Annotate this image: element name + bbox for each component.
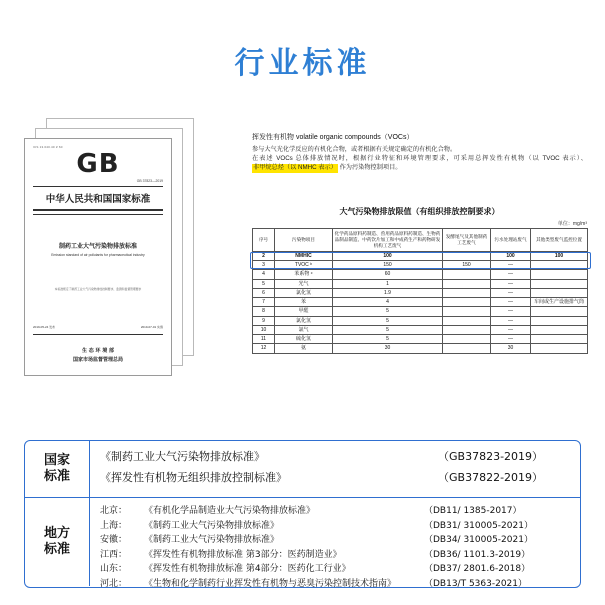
row-pollutant: 氨 xyxy=(275,344,333,353)
row-no: 11 xyxy=(253,335,275,344)
local-standard-code: （DB34/ 310005-2021） xyxy=(424,535,533,546)
local-standard-name: 《制药工业大气污染物排放标准》 xyxy=(144,535,280,546)
voc-definition-paragraph-2 xyxy=(252,155,587,173)
voc-definition-paragraph-2-text: 在表述 VOCs 总体排放情况时，根据行业特征和环境管理要求，可采用总挥发性有机物（以 TVOC 表示）、 xyxy=(252,154,587,162)
row-pollutant: TVOC ᵇ xyxy=(275,261,333,270)
row-no: 6 xyxy=(253,288,275,297)
row-value-fermentation xyxy=(443,316,491,325)
gb-logo: GB xyxy=(76,149,120,179)
page-title: 行业标准 xyxy=(234,46,371,81)
row-value-api: 60 xyxy=(333,270,443,279)
row-pollutant: 氯化氢 xyxy=(275,288,333,297)
local-standard-item xyxy=(100,548,570,563)
table-row xyxy=(253,344,588,353)
table-header-pollutant: 污染物项目 xyxy=(275,229,333,252)
row-value-fermentation xyxy=(443,298,491,307)
row-no: 8 xyxy=(253,307,275,316)
emission-table-body xyxy=(253,251,588,353)
local-standard-item xyxy=(100,577,570,592)
row-value-api: 150 xyxy=(333,261,443,270)
table-row xyxy=(253,270,588,279)
table-row xyxy=(253,335,588,344)
table-row xyxy=(253,288,588,297)
national-standards-label xyxy=(25,441,90,497)
row-value-api: 30 xyxy=(333,344,443,353)
emission-table-title: 大气污染物排放限值（有组织排放控制要求） xyxy=(339,207,500,216)
national-standards-list xyxy=(90,441,580,497)
table-header-row xyxy=(253,229,588,252)
table-header-wastewater: 污水处理站废气 xyxy=(491,229,531,252)
row-no: 5 xyxy=(253,279,275,288)
row-pollutant: NMHIC xyxy=(275,251,333,260)
national-standard-code: （GB37823-2019） xyxy=(438,450,544,463)
local-standard-code: （DB36/ 1101.3-2019） xyxy=(424,549,531,560)
row-pollutant: 氯气 xyxy=(275,325,333,334)
local-standard-name: 《有机化学品制造业大气污染物排放标准》 xyxy=(144,506,316,516)
row-no: 3 xyxy=(253,261,275,270)
local-standard-name: 《挥发性有机物排放标准 第4部分：医药化工行业》 xyxy=(144,564,351,575)
row-value-wastewater: — xyxy=(491,335,531,344)
row-no: 7 xyxy=(253,298,275,307)
row-value-other xyxy=(531,261,588,270)
local-standard-city: 北京： xyxy=(100,506,128,516)
document-issuer xyxy=(25,347,171,365)
voc-definition-block xyxy=(252,132,587,173)
document-subject-title-en: Emission standard of air pollutants for pharmaceutical industry xyxy=(51,253,145,257)
row-value-fermentation xyxy=(443,307,491,316)
table-row xyxy=(253,279,588,288)
row-value-other xyxy=(531,316,588,325)
local-standard-name: 《制药工业大气污染物排放标准》 xyxy=(144,520,280,531)
emission-limits-table xyxy=(252,228,588,354)
row-value-api: 1.9 xyxy=(333,288,443,297)
document-dates xyxy=(33,325,163,329)
row-value-wastewater: — xyxy=(491,325,531,334)
local-label-line-1: 地方 xyxy=(43,525,70,541)
emission-table-unit: 单位：mg/m³ xyxy=(557,221,587,227)
document-issuer-line-1: 生 态 环 境 部 xyxy=(82,348,114,354)
local-standard-name: 《生物和化学制药行业挥发性有机物与恶臭污染控制技术指南》 xyxy=(144,578,397,589)
row-value-wastewater: — xyxy=(491,288,531,297)
local-standard-code: （DB31/ 310005-2021） xyxy=(424,520,533,531)
row-value-fermentation xyxy=(443,335,491,344)
row-value-other: 100 xyxy=(531,251,588,260)
table-header-fermentation: 发酵尾气及其他制药工艺废气 xyxy=(443,229,491,252)
national-standard-name: 《制药工业大气污染物排放标准》 xyxy=(100,450,265,463)
table-header-no: 序号 xyxy=(253,229,275,252)
standards-summary-box xyxy=(24,440,581,588)
national-label-line-2: 标准 xyxy=(43,469,70,484)
local-standard-city: 江西： xyxy=(100,549,128,560)
document-divider-1 xyxy=(33,186,163,187)
row-value-api: 4 xyxy=(333,298,443,307)
row-value-wastewater: 100 xyxy=(491,251,531,260)
row-value-fermentation xyxy=(443,270,491,279)
table-row xyxy=(253,251,588,260)
row-no: 12 xyxy=(253,344,275,353)
row-value-other xyxy=(531,307,588,316)
row-pollutant: 苯系物 ᶜ xyxy=(275,270,333,279)
row-value-api: 5 xyxy=(333,325,443,334)
table-row xyxy=(253,325,588,334)
row-value-other xyxy=(531,270,588,279)
national-label-line-1: 国家 xyxy=(43,452,70,468)
local-label-line-2: 标准 xyxy=(43,542,70,557)
national-standards-row xyxy=(25,441,580,498)
local-standards-label xyxy=(25,498,90,586)
document-issuer-line-2: 国家市场监督管理总局 xyxy=(72,357,123,363)
voc-definition-heading: 挥发性有机物 volatile organic compounds（VOCs） xyxy=(252,134,414,141)
local-standard-code: （DB11/ 1385-2017） xyxy=(424,506,522,516)
local-standard-code: （DB37/ 2801.6-2018） xyxy=(424,564,531,575)
row-pollutant: 光气 xyxy=(275,279,333,288)
row-value-wastewater: — xyxy=(491,307,531,316)
row-value-fermentation xyxy=(443,251,491,260)
local-standard-city: 安徽： xyxy=(100,535,128,546)
row-value-api: 100 xyxy=(333,251,443,260)
national-standard-code: （GB37822-2019） xyxy=(438,470,544,484)
row-value-other: 车间或生产设施排气筒 xyxy=(531,298,588,307)
local-standards-row xyxy=(25,498,580,597)
row-value-api: 5 xyxy=(333,335,443,344)
row-value-other xyxy=(531,279,588,288)
row-value-wastewater: — xyxy=(491,316,531,325)
local-standard-city: 山东： xyxy=(100,564,128,575)
row-pollutant: 苯 xyxy=(275,298,333,307)
row-value-wastewater: 30 xyxy=(491,344,531,353)
table-header-api: 化学药品原料药制造、兽用药品原料药制造、生物药品制品制造、中药饮片加工和中成药生产和药物研发机构工艺废气 xyxy=(333,229,443,252)
row-no: 4 xyxy=(253,270,275,279)
row-value-other xyxy=(531,344,588,353)
row-value-fermentation xyxy=(443,344,491,353)
row-value-other xyxy=(531,325,588,334)
table-row xyxy=(253,316,588,325)
row-value-wastewater: — xyxy=(491,279,531,288)
local-standard-item xyxy=(100,504,570,519)
table-row xyxy=(253,261,588,270)
document-subject-title: 制药工业大气污染物排放标准 xyxy=(58,243,137,250)
row-pollutant: 氯化氢 xyxy=(275,316,333,325)
row-value-api: 1 xyxy=(333,279,443,288)
row-value-api: 5 xyxy=(333,316,443,325)
row-value-other xyxy=(531,288,588,297)
local-standard-city: 河北： xyxy=(100,578,128,589)
row-value-wastewater: — xyxy=(491,270,531,279)
voc-definition-paragraph-1: 参与大气光化学反应的有机化合物，或者根据有关规定确定的有机化合物。 xyxy=(252,146,457,153)
document-divider-4 xyxy=(33,334,163,335)
local-standard-item xyxy=(100,562,570,577)
table-header-other: 其他类型废气监控位置 xyxy=(531,229,588,252)
national-standard-item xyxy=(100,447,570,468)
document-effective-date: 2019-07-01 实施 xyxy=(140,325,163,329)
voc-definition-paragraph-3-text: 作为污染物控制项目。 xyxy=(339,163,402,171)
row-no: 9 xyxy=(253,316,275,325)
row-value-fermentation xyxy=(443,279,491,288)
row-value-fermentation xyxy=(443,288,491,297)
row-value-other xyxy=(531,335,588,344)
document-sheet-front xyxy=(24,138,172,376)
document-standard-code: GB 37823—2019 xyxy=(136,179,163,183)
standard-document-stack xyxy=(24,118,224,388)
row-value-api: 5 xyxy=(333,307,443,316)
national-standard-item xyxy=(100,468,570,489)
row-value-wastewater: — xyxy=(491,261,531,270)
row-value-fermentation: 150 xyxy=(443,261,491,270)
row-no: 10 xyxy=(253,325,275,334)
row-pollutant: 甲醛 xyxy=(275,307,333,316)
document-national-title: 中华人民共和国国家标准 xyxy=(45,194,151,205)
document-note: 本标准规定了制药工业大气污染物排放控制要求、监测和监督管理要求 xyxy=(54,287,142,291)
local-standard-item xyxy=(100,519,570,534)
local-standard-name: 《挥发性有机物排放标准 第3部分：医药制造业》 xyxy=(144,549,342,560)
row-value-fermentation xyxy=(443,325,491,334)
local-standards-list xyxy=(90,498,580,597)
document-divider-3 xyxy=(33,214,163,215)
row-no: 2 xyxy=(253,251,275,260)
document-issue-date: 2019-05-24 发布 xyxy=(33,325,56,329)
local-standard-code: （DB13/T 5363-2021） xyxy=(424,578,528,589)
local-standard-city: 上海： xyxy=(100,520,128,531)
nmhc-highlight: 非甲烷总烃（以 NMHC 表示） xyxy=(253,163,337,171)
table-row xyxy=(253,298,588,307)
emission-limits-section xyxy=(252,206,587,354)
row-pollutant: 硫化氢 xyxy=(275,335,333,344)
table-row xyxy=(253,307,588,316)
document-divider-2 xyxy=(33,209,163,211)
national-standard-name: 《挥发性有机物无组织排放控制标准》 xyxy=(100,470,287,484)
document-ics-code: ICS 13.040.40 Z 60 xyxy=(33,145,63,149)
local-standard-item xyxy=(100,533,570,548)
row-value-wastewater: — xyxy=(491,298,531,307)
